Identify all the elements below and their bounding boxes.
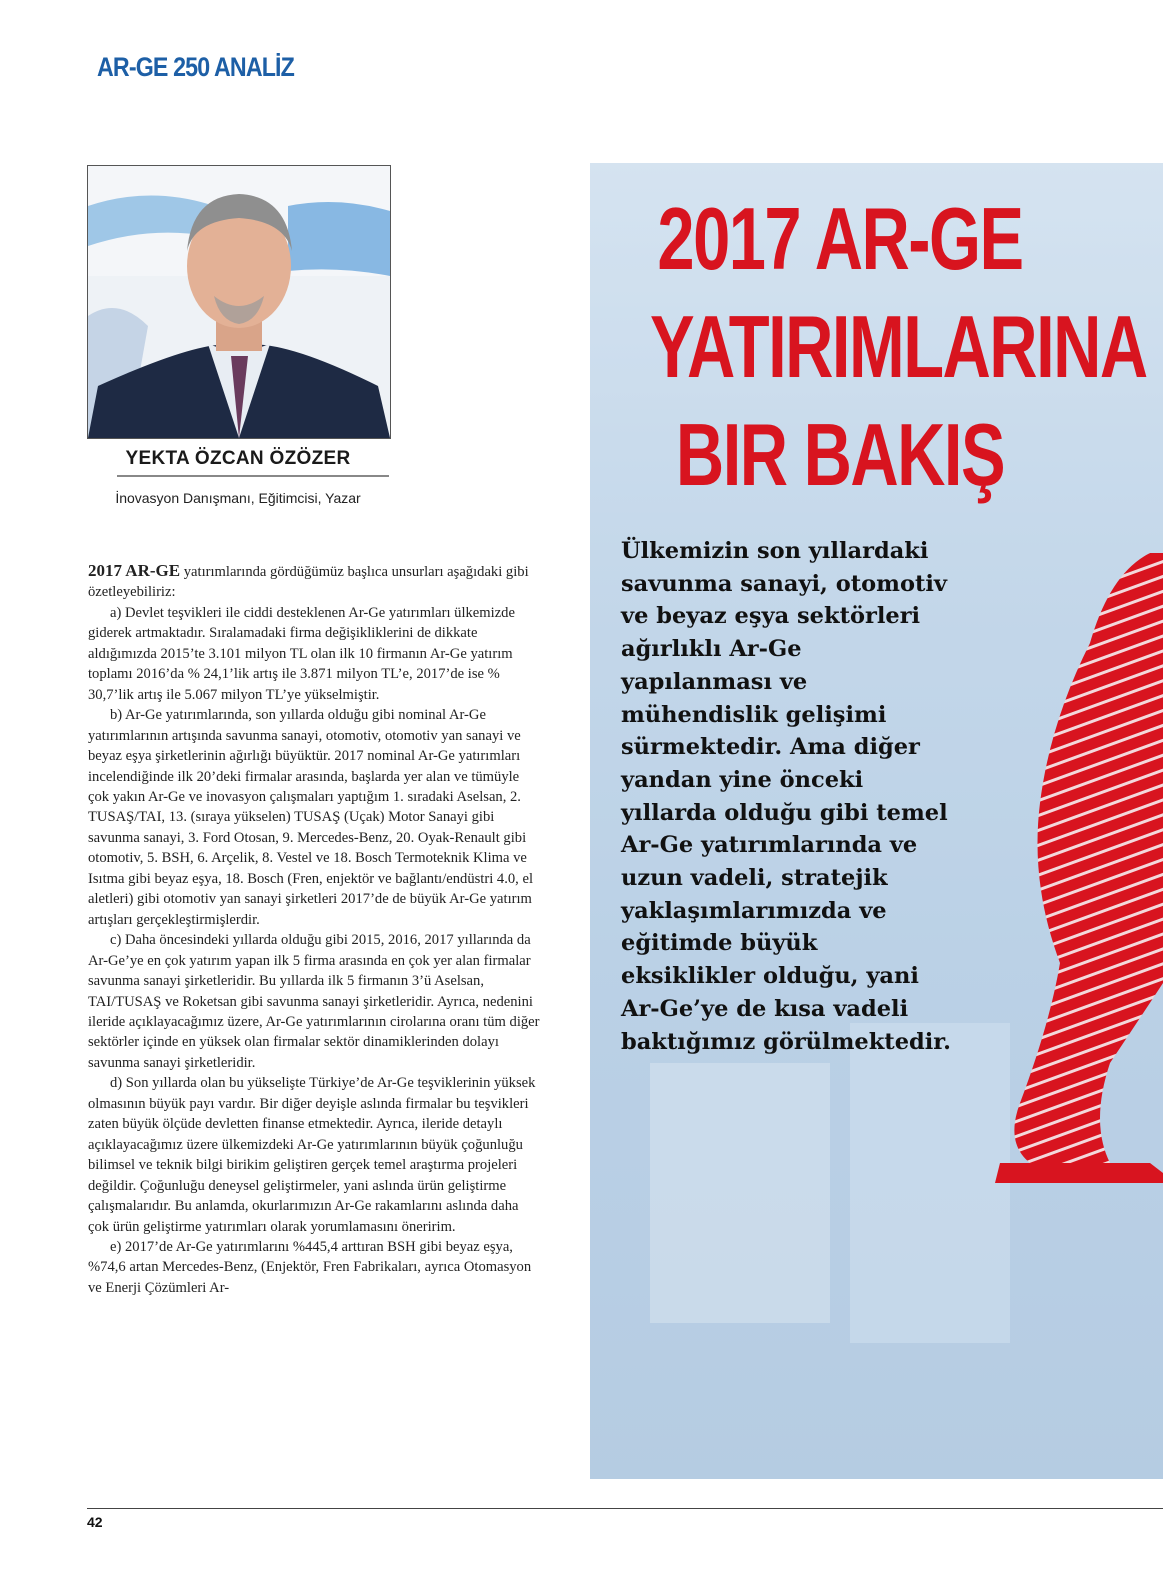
feature-panel xyxy=(590,163,1163,1479)
footer-divider xyxy=(87,1508,1163,1509)
article-item-b: b) Ar-Ge yatırımlarında, son yıllarda olduğu gibi nominal Ar-Ge yatırımlarının artışında savunma sanayi, otomotiv, otomotiv yan sanayi ve beyaz eşya şirketlerinin ağırlığı büyüktür. 2017 nominal Ar-Ge yatırımları incelendiğinde ilk 20’deki firmalar arasında, başlarda yer alan ve tümüyle çok yakın Ar-Ge ve inovasyon çalışmaları yaptığım 1. sıradaki Aselsan, 2. TUSAŞ/TAI, 13. (sıraya yükselen) TUSAŞ (Uçak) Motor Sanayi gibi savunma sanayi, 3. Ford Otosan, 9. Mercedes-Benz, 20. Oyak-Renault gibi otomotiv, 5. BSH, 6. Arçelik, 8. Vestel ve 18. Bosch Termoteknik Klima ve Isıtma gibi beyaz eşya, 18. Bosch (Fren, enjektör ve bağlantı/endüstri 4.0, el aletleri) gibi otomotiv yan sanayi şirketleri 2017’de de büyük Ar-Ge yatırım artışları gerçekleştirmişlerdir. xyxy=(88,707,533,928)
article-lead: 2017 AR-GE xyxy=(88,561,181,580)
article-intro-text: yatırımlarında gördüğümüz başlıca unsurları aşağıdaki gibi özetleyebiliriz: xyxy=(88,564,529,601)
page-number: 42 xyxy=(87,1514,103,1530)
article-item-d: d) Son yıllarda olan bu yükselişte Türkiye’de Ar-Ge teşviklerinin yüksek olmasının büyük payı vardır. Bir diğer deyişle aslında firmalar bu teşvikleri zaten büyük ölçüde devletten finanse etmektedir. Ayrıca, ileride detaylı açıklayacağımız üzere ülkemizdeki Ar-Ge yatırımlarının büyük çoğunluğu bilimsel ve teknik bilgi birikim geliştiren gerçek temel araştırma projeleri değildir. Çoğunluğu deneysel geliştirmeler, yani aslında ürün geliştirme çalışmalarıdır. Bu anlamda, okurlarımızın Ar-Ge rakamlarını aslında daha çok ürün geliştirme yatırımları olarak yorumlamasını öneririm. xyxy=(88,1075,536,1235)
author-role: İnovasyon Danışmanı, Eğitimcisi, Yazar xyxy=(115,490,361,506)
article-item-a: a) Devlet teşvikleri ile ciddi desteklenen Ar-Ge yatırımları ülkemizde giderek artmaktadır. Sıralamadaki firma değişikliklerini de dikkate aldığımızda 2015’te 3.101 milyon TL olan ilk 10 firmanın Ar-Ge yatırım toplamı 2016’da % 24,1’lik artış ile 3.871 milyon TL’e, 2017’de ise % 30,7’lik artış ile 5.067 milyon TL’ye yükselmiştir. xyxy=(88,604,515,703)
author-photo xyxy=(87,165,391,439)
headline xyxy=(650,185,1147,509)
section-title: AR-GE 250 ANALİZ xyxy=(97,52,294,82)
headline-line-2: YATIRIMLARINA xyxy=(650,297,1147,396)
headline-line-1: 2017 AR-GE xyxy=(657,189,1023,288)
pull-quote: Ülkemizin son yıllardaki savunma sanayi, otomotiv ve beyaz eşya sektörleri ağırlıklı Ar-Ge yapılanması ve mühendislik gelişimi sürmektedir. Ama diğer yandan yine önceki yıllarda olduğu gibi temel Ar-Ge yatırımlarında ve uzun vadeli, stratejik yaklaşımlarımızda ve eğitimde büyük eksiklikler olduğu, yani Ar-Ge’ye de kısa vadeli baktığımız görülmektedir. xyxy=(621,538,951,1055)
article-item-e: e) 2017’de Ar-Ge yatırımlarını %445,4 arttıran BSH gibi beyaz eşya, %74,6 artan Mercedes-Benz, (Enjektör, Fren Fabrikaları, ayrıca Otomasyon ve Enerji Çözümleri Ar- xyxy=(88,1238,532,1296)
article-item-c: c) Daha öncesindeki yıllarda olduğu gibi 2015, 2016, 2017 yıllarında da Ar-Ge’ye en çok yatırım yapan ilk 5 firma arasında en çok yer alan firmalar savunma sanayi şirketleridir. Bu yıllarda ilk 5 firmanın 3’ü Aselsan, TAI/TUSAŞ ve Roketsan gibi savunma sanayi şirketleridir. Ayrıca, nedenini ileride açıklayacağımız üzere, Ar-Ge yatırımlarının cirolarına oranı tüm diğer sektörler içinde en yüksek olan firmalar sektör dinamiklerinden dolayı savunma sanayi şirketleridir. xyxy=(88,932,540,1071)
article-intro xyxy=(88,561,540,603)
article-body xyxy=(88,561,540,1298)
author-name: YEKTA ÖZCAN ÖZÖZER xyxy=(125,448,351,469)
headline-line-3: BIR BAKIŞ xyxy=(675,405,1005,504)
author-divider xyxy=(117,475,389,477)
author-portrait-image xyxy=(88,166,390,438)
